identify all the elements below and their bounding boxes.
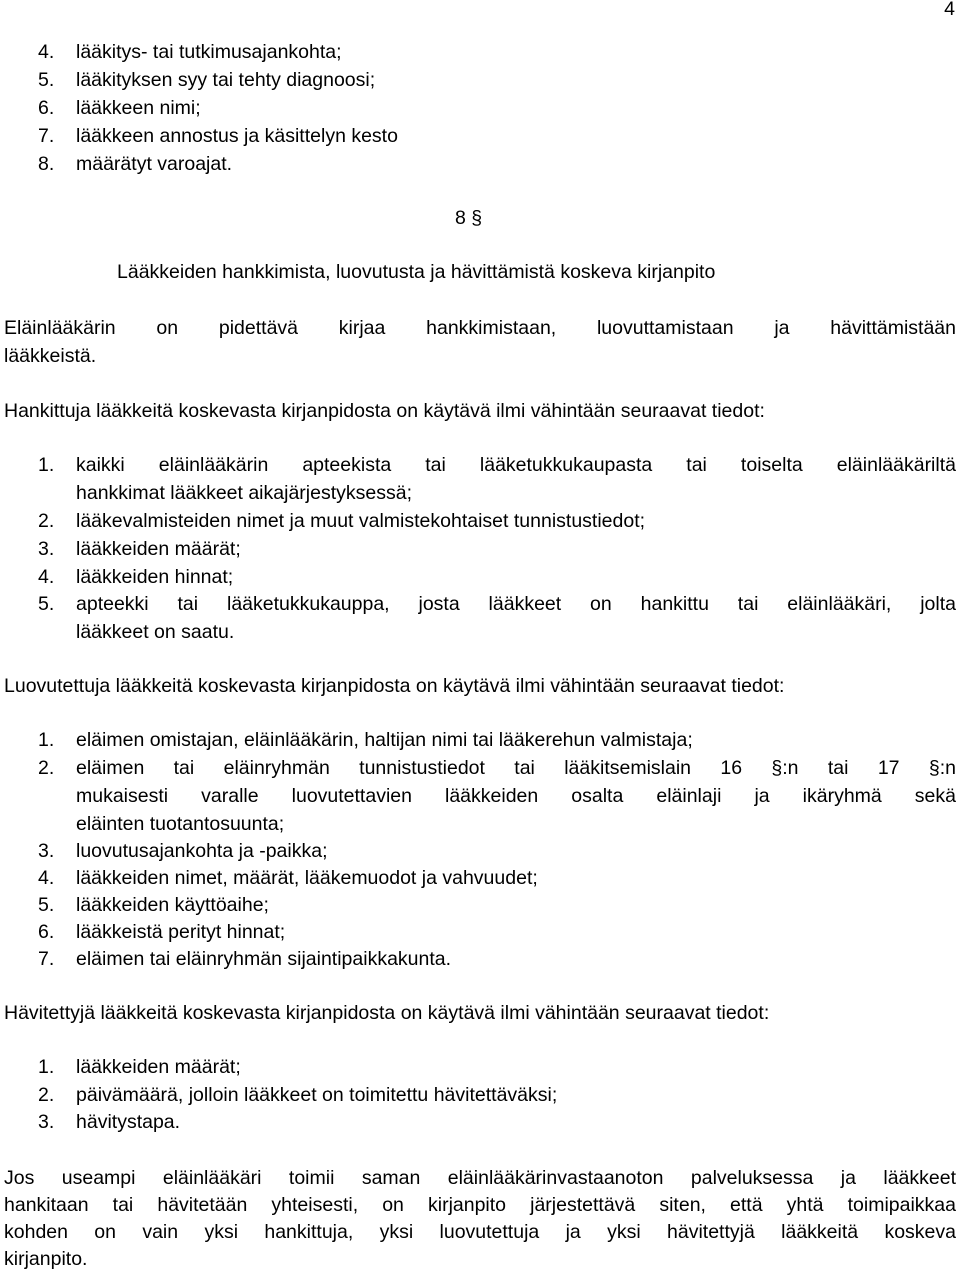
closing-line: kirjanpito. (4, 1248, 88, 1270)
item-number: 8. (38, 153, 55, 175)
closing-line: kohden on vain yksi hankittuja, yksi luovutettuja ja yksi hävitettyjä lääkkeitä koskeva (4, 1221, 956, 1243)
item-number: 4. (38, 41, 55, 63)
item-number: 1. (38, 729, 55, 751)
item-text: lääkkeiden nimet, määrät, lääkemuodot ja vahvuudet; (76, 867, 538, 889)
delivered-heading: Luovutettuja lääkkeitä koskevasta kirjanpidosta on käytävä ilmi vähintään seuraavat tiedot: (4, 675, 785, 697)
item-text: apteekki tai lääketukkukauppa, josta lääkkeet on hankittu tai eläinlääkäri, jolta (76, 593, 956, 615)
item-text: kaikki eläinlääkärin apteekista tai lääketukkukaupasta tai toiselta eläinlääkäriltä (76, 454, 956, 476)
intro-line: lääkkeistä. (4, 345, 97, 367)
item-text: päivämäärä, jolloin lääkkeet on toimitettu hävitettäväksi; (76, 1084, 558, 1106)
item-text: lääkkeen nimi; (76, 97, 201, 119)
item-number: 1. (38, 1056, 55, 1078)
acquired-heading: Hankittuja lääkkeitä koskevasta kirjanpidosta on käytävä ilmi vähintään seuraavat tiedot: (4, 400, 765, 422)
item-number: 6. (38, 921, 55, 943)
item-number: 5. (38, 69, 55, 91)
item-number: 3. (38, 538, 55, 560)
item-number: 4. (38, 566, 55, 588)
item-number: 3. (38, 840, 55, 862)
item-number: 1. (38, 454, 55, 476)
closing-line: Jos useampi eläinlääkäri toimii saman eläinlääkärinvastaanoton palveluksessa ja lääkkeet (4, 1167, 956, 1189)
item-number: 2. (38, 1084, 55, 1106)
intro-line: Eläinlääkärin on pidettävä kirjaa hankkimistaan, luovuttamistaan ja hävittämistään (4, 317, 956, 339)
item-text: lääkitys- tai tutkimusajankohta; (76, 41, 342, 63)
item-text: eläimen tai eläinryhmän sijaintipaikkakunta. (76, 948, 452, 970)
item-text: lääkkeiden määrät; (76, 1056, 241, 1078)
item-text: eläimen tai eläinryhmän tunnistustiedot tai lääkitsemislain 16 §:n tai 17 §:n (76, 757, 956, 779)
item-number: 2. (38, 757, 55, 779)
section-mark: 8 § (455, 207, 483, 229)
item-number: 6. (38, 97, 55, 119)
destroyed-heading: Hävitettyjä lääkkeitä koskevasta kirjanpidosta on käytävä ilmi vähintään seuraavat tiedot: (4, 1002, 770, 1024)
item-number: 4. (38, 867, 55, 889)
section-title: Lääkkeiden hankkimista, luovutusta ja hävittämistä koskeva kirjanpito (117, 261, 716, 283)
item-text: lääkkeiden hinnat; (76, 566, 234, 588)
item-number: 5. (38, 593, 55, 615)
item-text: hankkimat lääkkeet aikajärjestyksessä; (76, 482, 412, 504)
item-text: hävitystapa. (76, 1111, 181, 1133)
item-number: 3. (38, 1111, 55, 1133)
page-number: 4 (944, 0, 955, 20)
item-text: luovutusajankohta ja -paikka; (76, 840, 328, 862)
item-text: eläinten tuotantosuunta; (76, 813, 285, 835)
item-text: lääkkeiden määrät; (76, 538, 241, 560)
item-text: eläimen omistajan, eläinlääkärin, haltijan nimi tai lääkerehun valmistaja; (76, 729, 693, 751)
item-text: mukaisesti varalle luovutettavien lääkkeiden osalta eläinlaji ja ikäryhmä sekä (76, 785, 956, 807)
item-number: 7. (38, 125, 55, 147)
item-text: lääkkeiden käyttöaihe; (76, 894, 269, 916)
item-text: lääkkeistä perityt hinnat; (76, 921, 286, 943)
item-number: 5. (38, 894, 55, 916)
item-text: lääkkeen annostus ja käsittelyn kesto (76, 125, 398, 147)
item-text: lääkevalmisteiden nimet ja muut valmistekohtaiset tunnistustiedot; (76, 510, 646, 532)
item-number: 2. (38, 510, 55, 532)
item-text: lääkityksen syy tai tehty diagnoosi; (76, 69, 376, 91)
item-number: 7. (38, 948, 55, 970)
closing-line: hankitaan tai hävitetään yhteisesti, on kirjanpito järjestettävä siten, että yhtä toimipaikkaa (4, 1194, 956, 1216)
item-text: lääkkeet on saatu. (76, 621, 235, 643)
item-text: määrätyt varoajat. (76, 153, 233, 175)
